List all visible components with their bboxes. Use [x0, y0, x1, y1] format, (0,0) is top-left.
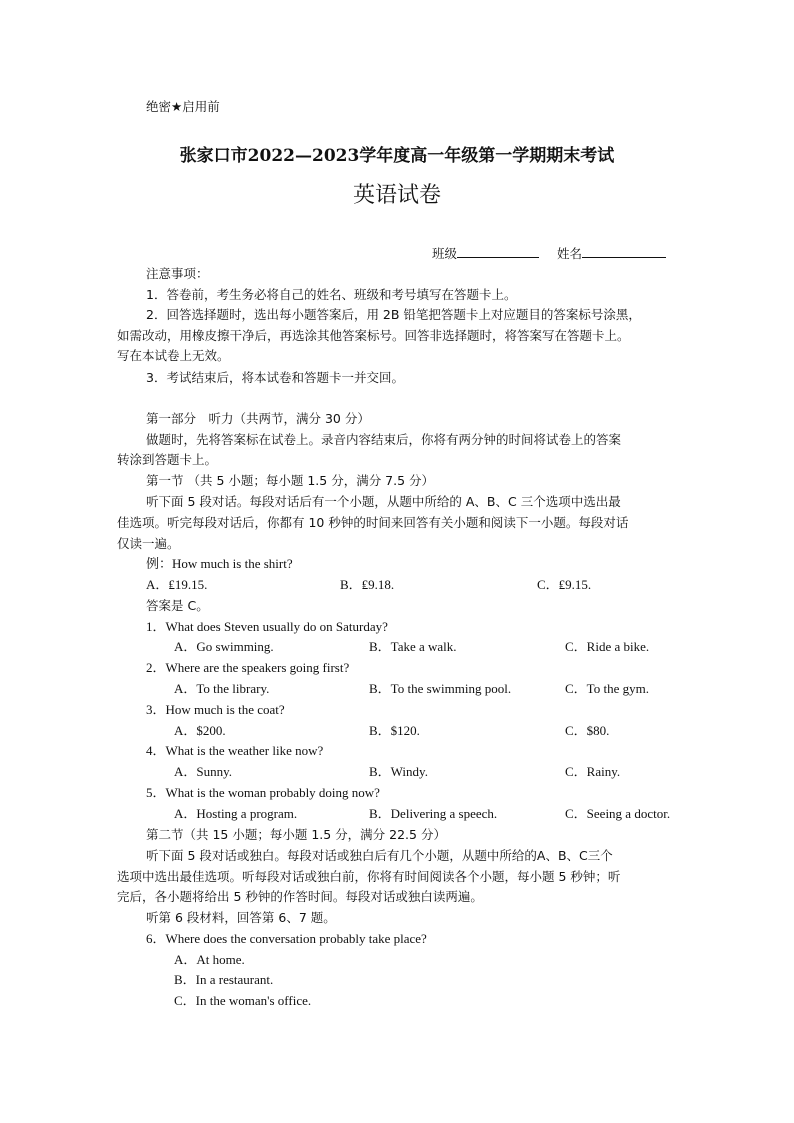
- section2-heading: 第二节（共 15 小题；每小题 1.5 分，满分 22.5 分）: [146, 827, 446, 842]
- q2-option-c[interactable]: C．To the gym.: [565, 681, 649, 696]
- part1-intro-line-1: 做题时，先将答案标在试卷上。录音内容结束后，你将有两分钟的时间将试卷上的答案: [146, 432, 622, 447]
- class-field[interactable]: [432, 244, 539, 262]
- q3-option-c[interactable]: C．$80.: [565, 723, 610, 738]
- class-blank[interactable]: [457, 244, 539, 258]
- q5-option-b[interactable]: B．Delivering a speech.: [369, 806, 498, 821]
- question-4: 4．What is the weather like now?: [146, 743, 324, 758]
- section1-line-3: 仅读一遍。: [117, 536, 180, 551]
- example-option-c: C．₤9.15.: [537, 577, 592, 592]
- subject-title: 英语试卷: [352, 183, 441, 208]
- part1-heading: 第一部分 听力（共两节，满分 30 分）: [146, 411, 370, 426]
- section2-line-3: 完后，各小题将给出 5 秒钟的作答时间。每段对话或独白读两遍。: [117, 889, 483, 904]
- q6-option-c[interactable]: C．In the woman's office.: [174, 993, 312, 1008]
- name-label: 姓名: [557, 246, 583, 261]
- question-3: 3．How much is the coat?: [146, 702, 285, 717]
- q5-option-c[interactable]: C．Seeing a doctor.: [565, 806, 671, 821]
- note-2-line-1: 2．回答选择题时，选出每小题答案后，用 2B 铅笔把答题卡上对应题目的答案标号涂黑，: [146, 307, 641, 322]
- part1-intro-line-2: 转涂到答题卡上。: [117, 452, 218, 467]
- question-1: 1．What does Steven usually do on Saturday?: [146, 619, 388, 634]
- name-blank[interactable]: [582, 244, 666, 258]
- q1-option-c[interactable]: C．Ride a bike.: [565, 639, 650, 654]
- q2-option-a[interactable]: A．To the library.: [174, 681, 270, 696]
- exam-title: 张家口市2022—2023学年度高一年级第一学期期末考试: [179, 146, 615, 166]
- q6-option-a[interactable]: A．At home.: [174, 952, 245, 967]
- question-2: 2．Where are the speakers going first?: [146, 660, 350, 675]
- material-6-instruction: 听第 6 段材料，回答第 6、7 题。: [146, 910, 336, 925]
- q1-option-a[interactable]: A．Go swimming.: [174, 639, 274, 654]
- q3-option-b[interactable]: B．$120.: [369, 723, 420, 738]
- example-question: 例：How much is the shirt?: [146, 556, 293, 571]
- q5-option-a[interactable]: A．Hosting a program.: [174, 806, 298, 821]
- example-option-b: B．₤9.18.: [340, 577, 395, 592]
- q3-option-a[interactable]: A．$200.: [174, 723, 226, 738]
- note-3: 3．考试结束后，将本试卷和答题卡一并交回。: [146, 370, 404, 385]
- q1-option-b[interactable]: B．Take a walk.: [369, 639, 457, 654]
- section1-heading: 第一节 （共 5 小题；每小题 1.5 分，满分 7.5 分）: [146, 473, 435, 488]
- notes-heading: 注意事项：: [146, 266, 209, 281]
- question-5: 5．What is the woman probably doing now?: [146, 785, 380, 800]
- class-label: 班级: [432, 246, 458, 261]
- note-1: 1．答卷前，考生务必将自己的姓名、班级和考号填写在答题卡上。: [146, 287, 517, 302]
- section1-line-2: 佳选项。听完每段对话后，你都有 10 秒钟的时间来回答有关小题和阅读下一小题。每段对话: [117, 515, 629, 530]
- question-6: 6．Where does the conversation probably take place?: [146, 931, 427, 946]
- q6-option-b[interactable]: B．In a restaurant.: [174, 972, 274, 987]
- example-answer: 答案是 C。: [146, 598, 209, 613]
- q2-option-b[interactable]: B．To the swimming pool.: [369, 681, 512, 696]
- q4-option-b[interactable]: B．Windy.: [369, 764, 428, 779]
- q4-option-c[interactable]: C．Rainy.: [565, 764, 621, 779]
- q4-option-a[interactable]: A．Sunny.: [174, 764, 233, 779]
- note-2-line-2: 如需改动，用橡皮擦干净后，再选涂其他答案标号。回答非选择题时，将答案写在答题卡上。: [117, 328, 630, 343]
- example-option-a: A．₤19.15.: [146, 577, 208, 592]
- note-2-line-3: 写在本试卷上无效。: [117, 348, 230, 363]
- section2-line-1: 听下面 5 段对话或独白。每段对话或独白后有几个小题，从题中所给的A、B、C三个: [146, 848, 613, 863]
- section2-line-2: 选项中选出最佳选项。听每段对话或独白前，你将有时间阅读各个小题，每小题 5 秒钟；听: [117, 869, 621, 884]
- section1-line-1: 听下面 5 段对话。每段对话后有一个小题，从题中所给的 A、B、C 三个选项中选出最: [146, 494, 621, 509]
- name-field[interactable]: [557, 244, 666, 262]
- confidential-label: 绝密★启用前: [146, 99, 220, 114]
